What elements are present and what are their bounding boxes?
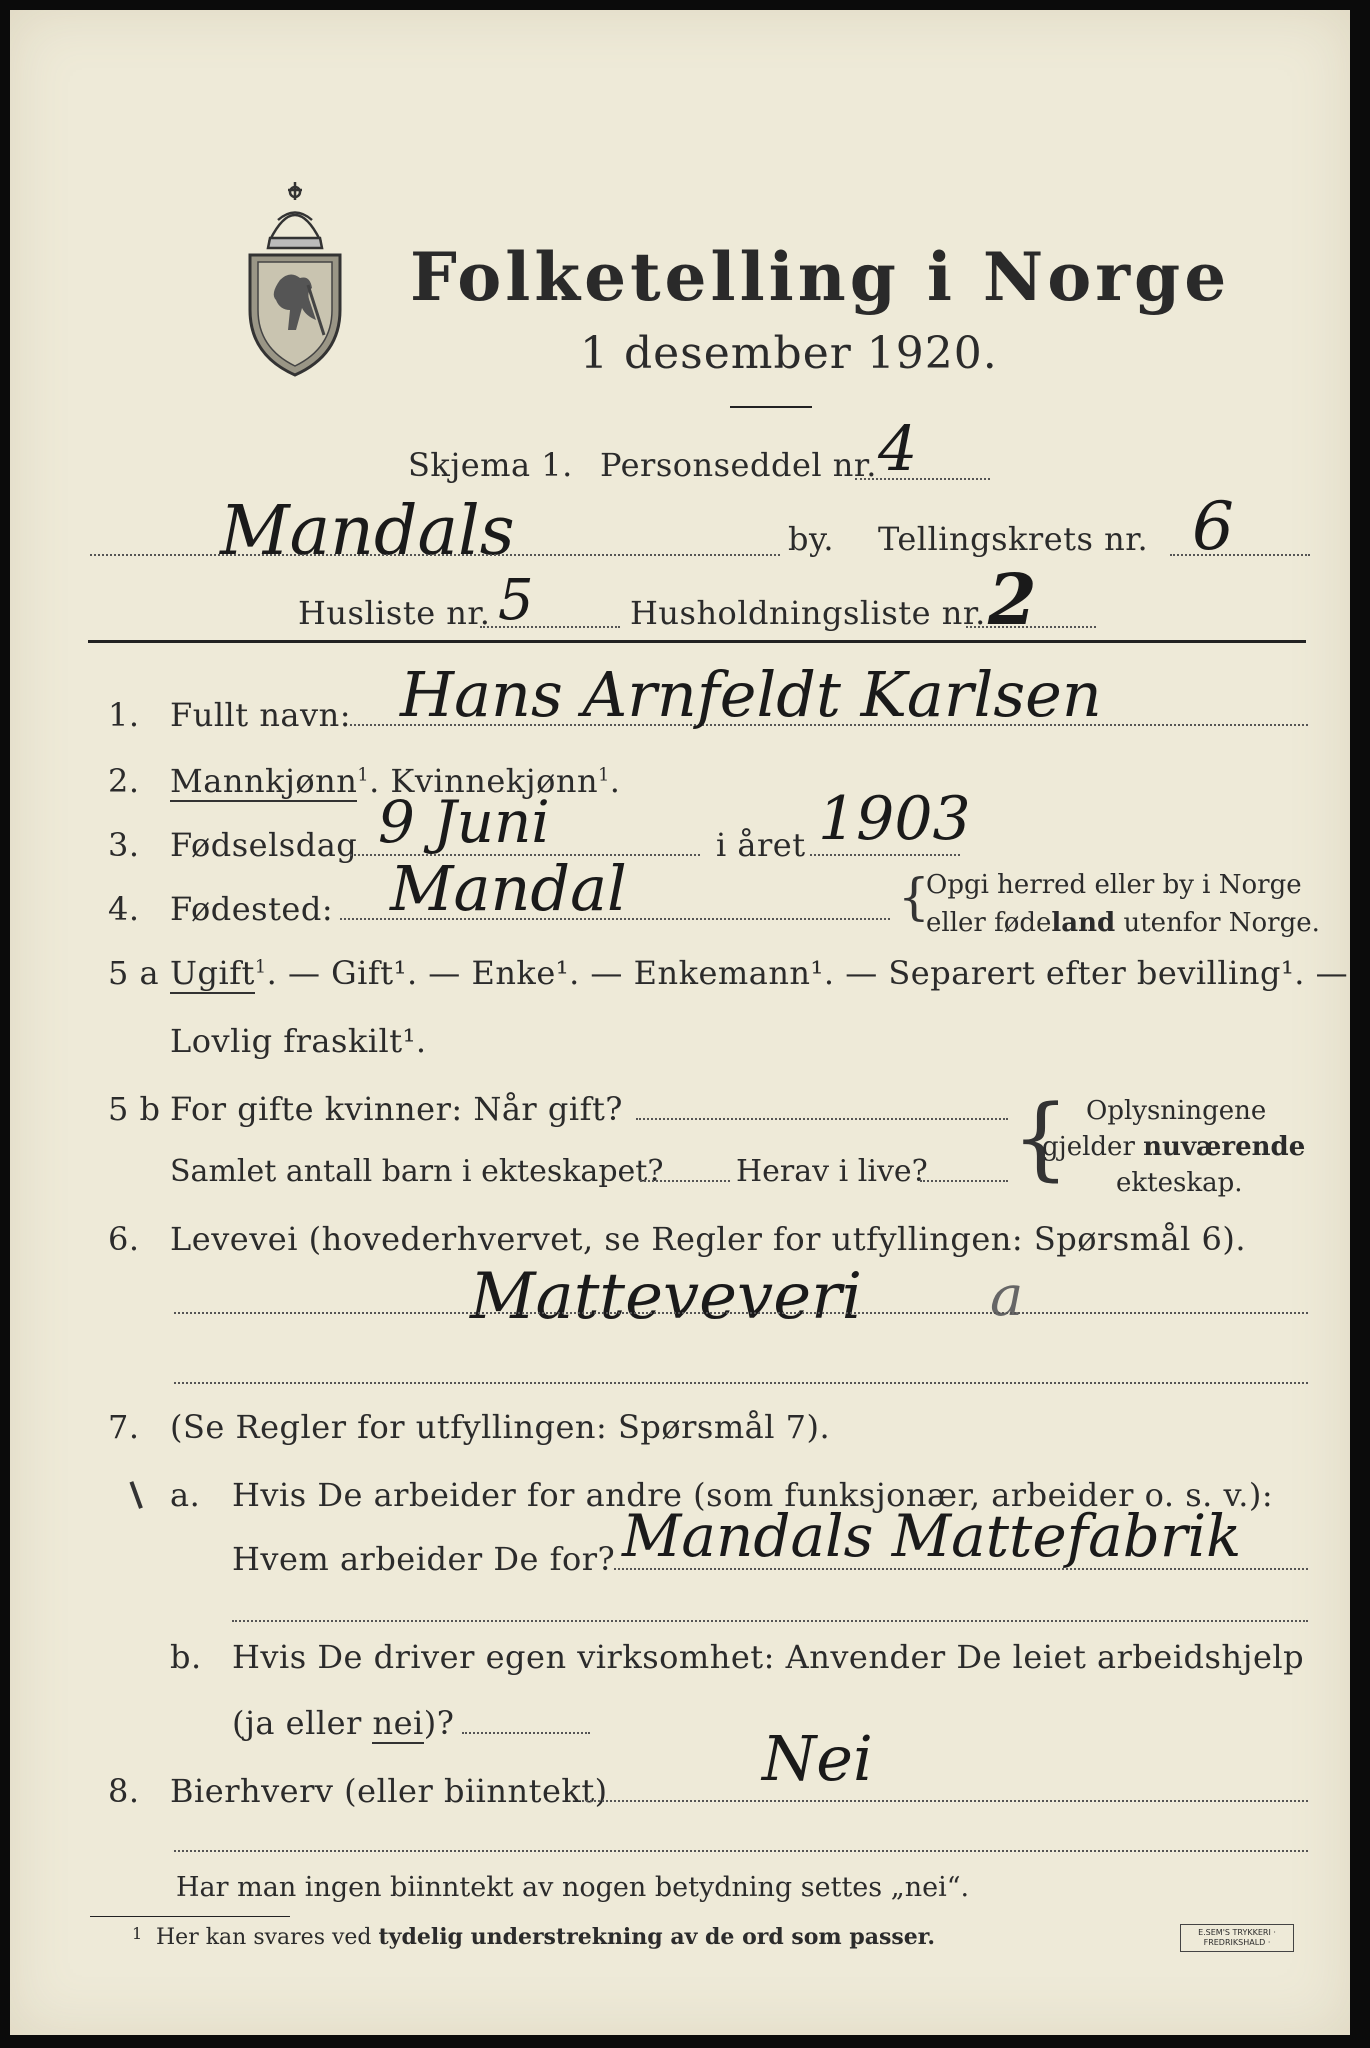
q4-note-text-c: utenfor Norge. [1115,908,1320,938]
q4-note-line1: Opgi herred eller by i Norge [926,870,1302,900]
q7b-line1: Hvis De driver egen virksomhet: Anvender De leiet arbeidshjelp [232,1638,1305,1676]
q5b-note-brace: { [1012,1086,1070,1191]
q7b-line2 [232,1704,454,1742]
footnote-mark: 1 [132,1924,143,1943]
q6-number: 6. [108,1220,140,1258]
q2-male-option-underlined: Mannkjønn [170,762,358,800]
footnote-text-bold: tydelig understrekning av de ord som passer. [378,1924,936,1950]
q5b-dotted-line [636,1118,1008,1120]
q7-label: (Se Regler for utfyllingen: Spørsmål 7). [170,1408,831,1446]
personseddel-dotted-line [855,478,990,480]
q7b-dotted-line [462,1732,590,1734]
footnote-divider [90,1916,290,1917]
q4-number: 4. [108,890,140,928]
form-title: Folketelling i Norge [410,238,1231,316]
tellingskrets-value: 6 [1192,488,1234,565]
town-value: Mandals [220,492,515,571]
q5b-note-line2 [1042,1132,1305,1162]
q5b-alive-dotted-line [920,1180,1008,1182]
q3-number: 3. [108,826,140,864]
q8-dotted-line-2 [174,1850,1308,1852]
q7a-letter: a. [170,1476,201,1514]
q6-value-occupation: Matteveveri [470,1260,863,1334]
q5a-number: 5 a [108,954,160,992]
printer-stamp: E.SEM'S TRYKKERI · FREDRIKSHALD · [1180,1924,1294,1952]
q5b-note-text-bold: nuværende [1143,1132,1306,1162]
tellingskrets-dotted-line [1170,554,1310,556]
q6-dotted-line-1 [174,1312,1308,1314]
q7a-tick-mark [130,1479,149,1509]
husliste-value: 5 [498,568,534,633]
tellingskrets-label: Tellingskrets nr. [878,520,1149,558]
q6-dotted-line-2 [174,1382,1308,1384]
q5b-label: For gifte kvinner: Når gift? [170,1090,623,1128]
q5b-alive-label: Herav i live? [736,1154,928,1189]
q8-number: 8. [108,1772,140,1810]
q7a-line1: Hvis De arbeider for andre (som funksjonær, arbeider o. s. v.): [232,1476,1274,1514]
footer-note: Har man ingen biinntekt av nogen betydning settes „nei“. [176,1872,970,1903]
q7b-nei-underlined: nei [372,1704,424,1742]
q2-number: 2. [108,762,140,800]
q4-label: Fødested: [170,890,334,928]
q5a-marital-options: Ugift$^1$. — Gift¹. — Enke¹. — Enkemann¹. — Separert efter bevilling¹. — [170,954,1349,992]
q7b-letter: b. [170,1638,202,1676]
q2-female-option: Kvinnekjønn [390,762,599,800]
q8-label: Bierhverv (eller biinntekt) [170,1772,608,1810]
q7b-text-c: )? [423,1704,455,1742]
q1-number: 1. [108,696,140,734]
q7a-value-employer: Mandals Mattefabrik [622,1502,1242,1570]
personseddel-label: Personseddel nr. [600,446,877,484]
q6-value-extra: a [990,1264,1024,1329]
q5a-ugift-underlined: Ugift [170,954,255,992]
q2-sex-options: Mannkjønn$^1$. Kvinnekjønn$^1$. [170,762,621,800]
q5b-note-text-a: gjelder [1042,1132,1144,1162]
q8-dotted-line [582,1800,1308,1802]
q6-label: Levevei (hovederhvervet, se Regler for utfyllingen: Spørsmål 6). [170,1220,1247,1258]
census-form-paper [10,10,1350,2035]
q1-label: Fullt navn: [170,696,351,734]
footnote-text-a: Her kan svares ved [156,1925,379,1950]
q3-year-dotted-line [810,854,960,856]
q7a-dotted-line-2 [232,1620,1308,1622]
town-dotted-line [90,554,780,556]
q4-note-brace: { [898,868,930,926]
q8-value: Nei [762,1722,873,1795]
q5a-other-options: . — Gift¹. — Enke¹. — Enkemann¹. — Separert efter bevilling¹. — [266,954,1349,992]
q5b-note-line1: Oplysningene [1086,1096,1267,1126]
q3-value-birth-date: 9 Juni [378,788,550,856]
footnote-text [156,1924,935,1950]
personseddel-value: 4 [878,412,918,485]
by-label: by. [788,520,834,558]
husliste-label: Husliste nr. [298,594,491,632]
husholdning-value: 2 [988,558,1037,641]
q5b-number: 5 b [108,1090,161,1128]
q5b-children-dotted-line [640,1180,730,1182]
q5b-note-line3: ekteskap. [1116,1168,1243,1198]
header-divider [88,640,1306,643]
coat-of-arms-emblem [240,170,350,380]
q4-note-text-bold: land [1051,908,1116,938]
schema-label: Skjema 1. [408,446,573,484]
husholdning-label: Husholdningsliste nr. [630,594,986,632]
q3-year-label: i året [716,826,806,864]
q5a-line2: Lovlig fraskilt¹. [170,1022,427,1060]
q5b-children-label: Samlet antall barn i ekteskapet? [170,1154,664,1189]
q7b-text-a: (ja eller [232,1704,373,1742]
q3-label: Fødselsdag [170,826,358,864]
q4-value-birthplace: Mandal [390,852,627,925]
census-date: 1 desember 1920. [580,328,998,379]
title-divider [730,406,812,408]
q7-number: 7. [108,1408,140,1446]
q7a-line2: Hvem arbeider De for? [232,1540,616,1578]
q4-note-text-a: eller føde [926,908,1052,938]
q3-year-value: 1903 [818,784,971,854]
q4-note-line2 [926,908,1320,938]
q1-value-full-name: Hans Arnfeldt Karlsen [400,658,1102,731]
